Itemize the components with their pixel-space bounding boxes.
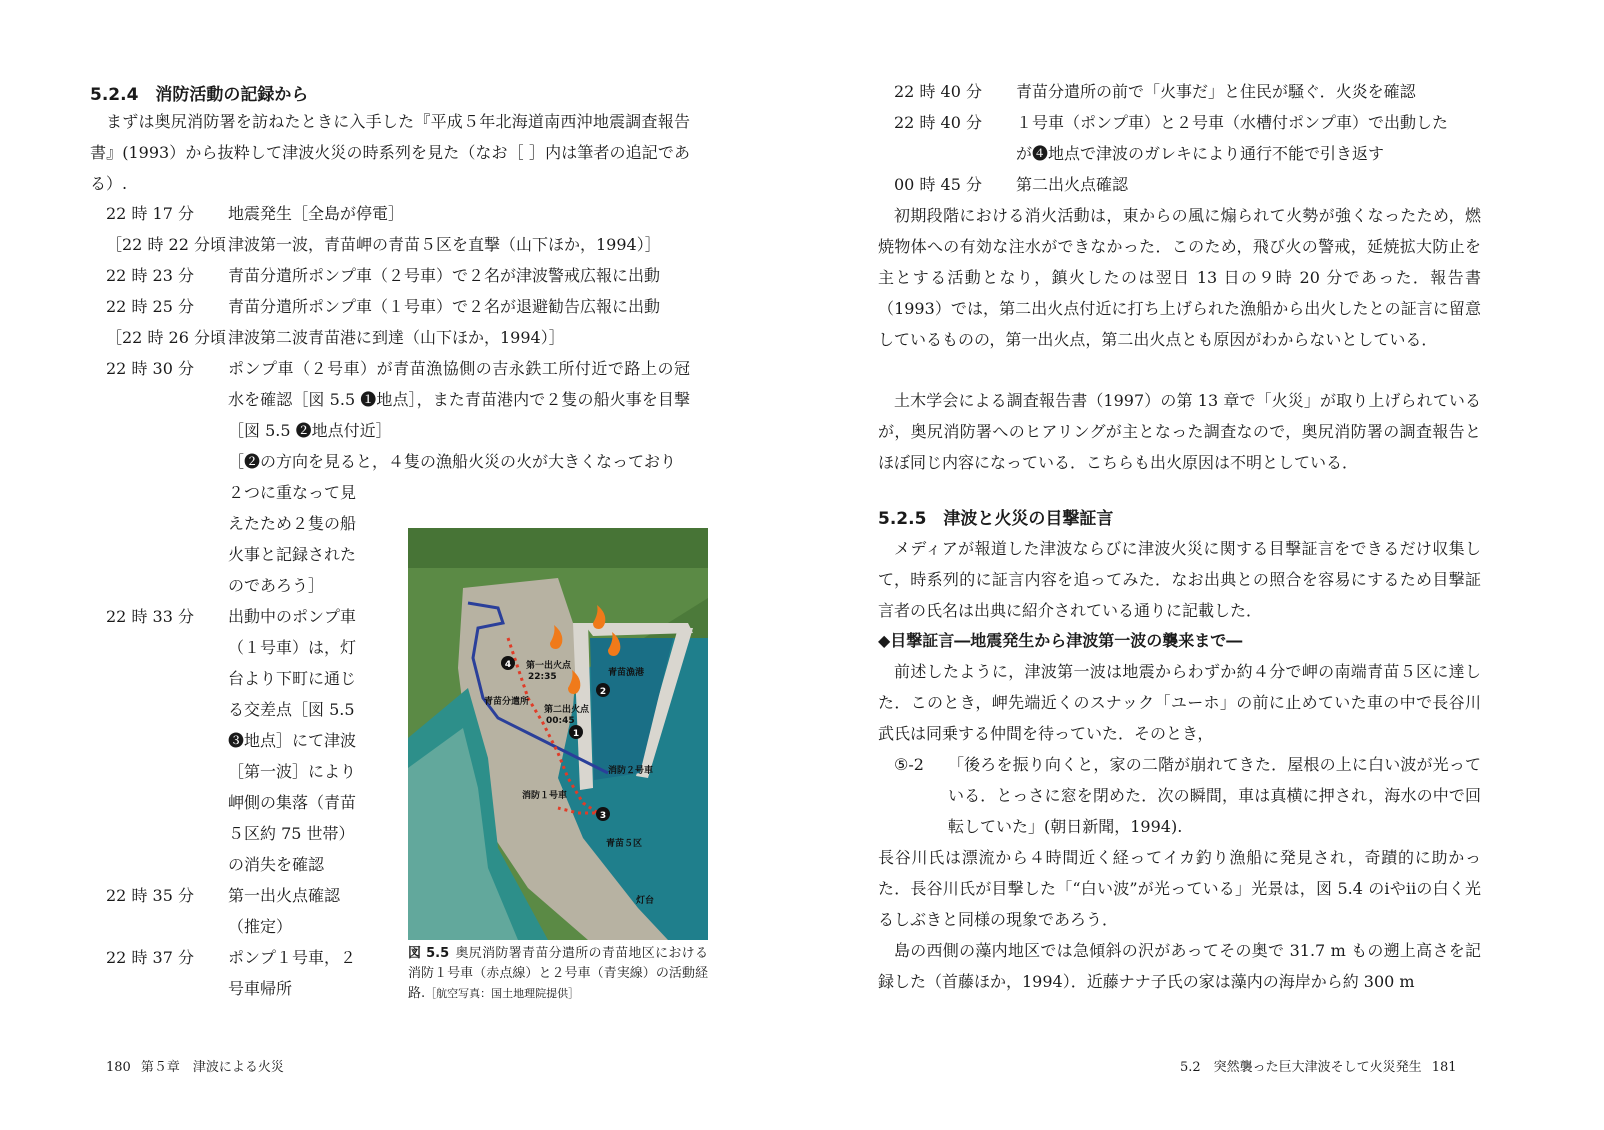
map-label: 消防２号車 (608, 766, 654, 776)
page-number: 181 (1431, 1060, 1457, 1075)
figure-credit: ［航空写真：国土地理院提供］ (425, 987, 580, 1000)
map-label: 00:45 (546, 716, 575, 726)
timeline-time: 22 時 40 分 (894, 113, 982, 132)
timeline-time: 22 時 17 分 (106, 204, 194, 223)
timeline-row (894, 76, 1484, 107)
right-folio (1180, 1056, 1467, 1075)
map-label: 青苗５区 (606, 839, 643, 849)
timeline-text: 号車帰所 (228, 979, 293, 998)
section-heading-5-2-4: 5.2.4 消防活動の記録から (90, 85, 309, 105)
timeline-time: 22 時 40 分 (894, 82, 982, 101)
right-page (802, 0, 1604, 1130)
timeline-text: 青苗分遣所ポンプ車（２号車）で２名が津波警戒広報に出動 (228, 266, 661, 285)
map-label: 灯台 (636, 896, 655, 906)
map-label: 青苗分遣所 (484, 697, 530, 707)
map-label: 22:35 (528, 672, 557, 682)
timeline-row (106, 229, 690, 260)
timeline-text: （１号車）は，灯 (228, 638, 357, 657)
quote-text: 「後ろを振り向くと，家の二階が崩れてきた．屋根の上に白い波が光っている．とっさに窓を閉めた．次の瞬間，車は真横に押され，海水の中で回転していた」(朝日新聞，1994). (948, 755, 1481, 836)
paragraph: 島の西側の藻内地区では急傾斜の沢があってその奥で 31.7 m もの遡上高さを記録した（首藤ほか，1994）．近藤ナナ子氏の家は藻内の海岸から約 300 m (878, 941, 1481, 991)
note-line: 火事と記録された (228, 545, 357, 564)
marker-4-icon (501, 656, 515, 670)
timeline-text: １号車（ポンプ車）と２号車（水槽付ポンプ車）で出動した (1016, 113, 1449, 132)
timeline-row (106, 260, 690, 291)
paragraph: メディアが報道した津波ならびに津波火災に関する目撃証言をできるだけ収集して，時系列的に証言内容を追ってみた．なお出典との照合を容易にするため目撃証言者の氏名は出典に紹介されている通りに記載した． (878, 539, 1481, 620)
timeline-row (894, 169, 1484, 200)
aerial-photo (408, 528, 708, 940)
quote-block (894, 749, 1481, 842)
timeline-time: 00 時 45 分 (894, 175, 982, 194)
timeline-row (106, 353, 690, 446)
marker-number: 4 (504, 660, 512, 670)
timeline-time: 22 時 33 分 (106, 607, 194, 626)
page-number: 180 (106, 1060, 131, 1075)
timeline-text: ［第一波］により (228, 762, 357, 781)
marker-number: 2 (599, 687, 607, 697)
running-head: 5.2 突然襲った巨大津波そして火災発生 (1180, 1060, 1422, 1075)
figure-caption-text: 奥尻消防署青苗分遣所の青苗地区における消防１号車（赤点線）と２号車（青実線）の活動経路. (408, 946, 708, 1001)
timeline-text: の消失を確認 (228, 855, 325, 874)
timeline-row (106, 291, 690, 322)
timeline-row (106, 322, 690, 353)
timeline-text: ポンプ車（２号車）が青苗漁協側の吉永鉄工所付近で路上の冠水を確認［図 5.5 ❶地点］，また青苗港内で２隻の船火事を目撃［図 5.5 ❷地点付近］ (228, 359, 690, 440)
timeline-text: 青苗分遣所ポンプ車（１号車）で２名が退避勧告広報に出動 (228, 297, 661, 316)
timeline-text: 第二出火点確認 (1016, 175, 1129, 194)
timeline-text: （推定） (228, 917, 293, 936)
testimony-subheading: ◆目撃証言―地震発生から津波第一波の襲来まで― (878, 631, 1243, 650)
timeline-time: 22 時 23 分 (106, 266, 194, 285)
timeline-time: 22 時 37 分 (106, 948, 194, 967)
timeline-text: ５区約 75 世帯） (228, 824, 355, 843)
marker-3-icon (596, 807, 610, 821)
marker-number: 1 (572, 729, 580, 739)
marker-number: 3 (599, 811, 607, 821)
paragraph: 前述したように，津波第一波は地震からわずか約４分で岬の南端青苗５区に達した．このとき，岬先端近くのスナック「ユーホ」の前に止めていた車の中で長谷川武氏は同乗する仲間を待っていた．そのとき， (878, 662, 1481, 743)
marker-1-icon (569, 725, 583, 739)
timeline-text: が❹地点で津波のガレキにより通行不能で引き返す (1016, 144, 1385, 163)
timeline-text: 青苗分遣所の前で「火事だ」と住民が騒ぐ．火炎を確認 (1016, 82, 1416, 101)
paragraph: 初期段階における消火活動は，東からの風に煽られて火勢が強くなったため，燃焼物体への有効な注水ができなかった．このため，飛び火の警戒，延焼拡大防止を主とする活動となり，鎮火したのは翌日 13 日の９時 20 分であった．報告書（1993）では，第二出火点付近に打ち上げられた漁船から出火したとの証言に留意しているものの，第一出火点，第二出火点とも原因がわからないとしている． (878, 206, 1481, 349)
map-label: 消防１号車 (522, 791, 568, 801)
note-line: えたため２隻の船 (228, 514, 357, 533)
figure-caption (408, 944, 708, 1004)
timeline-text: 出動中のポンプ車 (228, 607, 357, 626)
timeline-text: 津波第二波青苗港に到達（山下ほか，1994）］ (228, 328, 565, 347)
map-label: 第二出火点 (544, 705, 590, 715)
timeline-text: 台より下町に通じ (228, 669, 357, 688)
timeline-text: ポンプ１号車，２ (228, 948, 357, 967)
timeline-text: 地震発生［全島が停電］ (228, 204, 405, 223)
map-label: 青苗漁港 (608, 668, 645, 678)
note-line: ［❷の方向を見ると，４隻の漁船火災の火が大きくなっており (228, 452, 677, 471)
timeline-time: ［22 時 22 分頃 (106, 235, 226, 254)
marker-2-icon (596, 683, 610, 697)
quote-label: ⑤-2 (894, 755, 924, 774)
paragraph: 土木学会による調査報告書（1997）の第 13 章で「火災」が取り上げられているが，奥尻消防署へのヒアリングが主となった調査なので，奥尻消防署の調査報告とほぼ同じ内容になっている．こちらも出火原因は不明としている． (878, 391, 1481, 472)
note-line: のであろう］ (228, 576, 325, 595)
timeline-text: る交差点［図 5.5 (228, 700, 355, 719)
figure-number: 図 5.5 (408, 946, 450, 961)
note-line: ２つに重なって見 (228, 483, 357, 502)
timeline-time: 22 時 35 分 (106, 886, 194, 905)
timeline-time: 22 時 25 分 (106, 297, 194, 316)
section-heading-5-2-5: 5.2.5 津波と火災の目撃証言 (878, 509, 1114, 529)
timeline-text: 第一出火点確認 (228, 886, 341, 905)
intro-paragraph: まずは奥尻消防署を訪ねたときに入手した『平成５年北海道南西沖地震調査報告書』(1993）から抜粋して津波火災の時系列を見た（なお［ ］内は筆者の追記である）. (90, 112, 690, 193)
timeline-text: ❸地点］にて津波 (228, 731, 357, 750)
timeline-time: 22 時 30 分 (106, 359, 194, 378)
map-label: 第一出火点 (526, 661, 572, 671)
paragraph: 長谷川氏は漂流から４時間近く経ってイカ釣り漁船に発見され，奇蹟的に助かった．長谷川氏が目撃した「“白い波”が光っている」光景は，図 5.4 のⅰやⅱの白く光るしぶきと同様の現象であろう． (878, 848, 1481, 929)
timeline-text: 津波第一波，青苗岬の青苗５区を直撃（山下ほか，1994）］ (228, 235, 661, 254)
aerial-map-figure (408, 528, 708, 940)
running-head: 第５章 津波による火災 (140, 1060, 284, 1075)
timeline-row (106, 198, 690, 229)
timeline-time: ［22 時 26 分頃 (106, 328, 226, 347)
left-folio (106, 1056, 294, 1075)
timeline-text: 岬側の集落（青苗 (228, 793, 357, 812)
